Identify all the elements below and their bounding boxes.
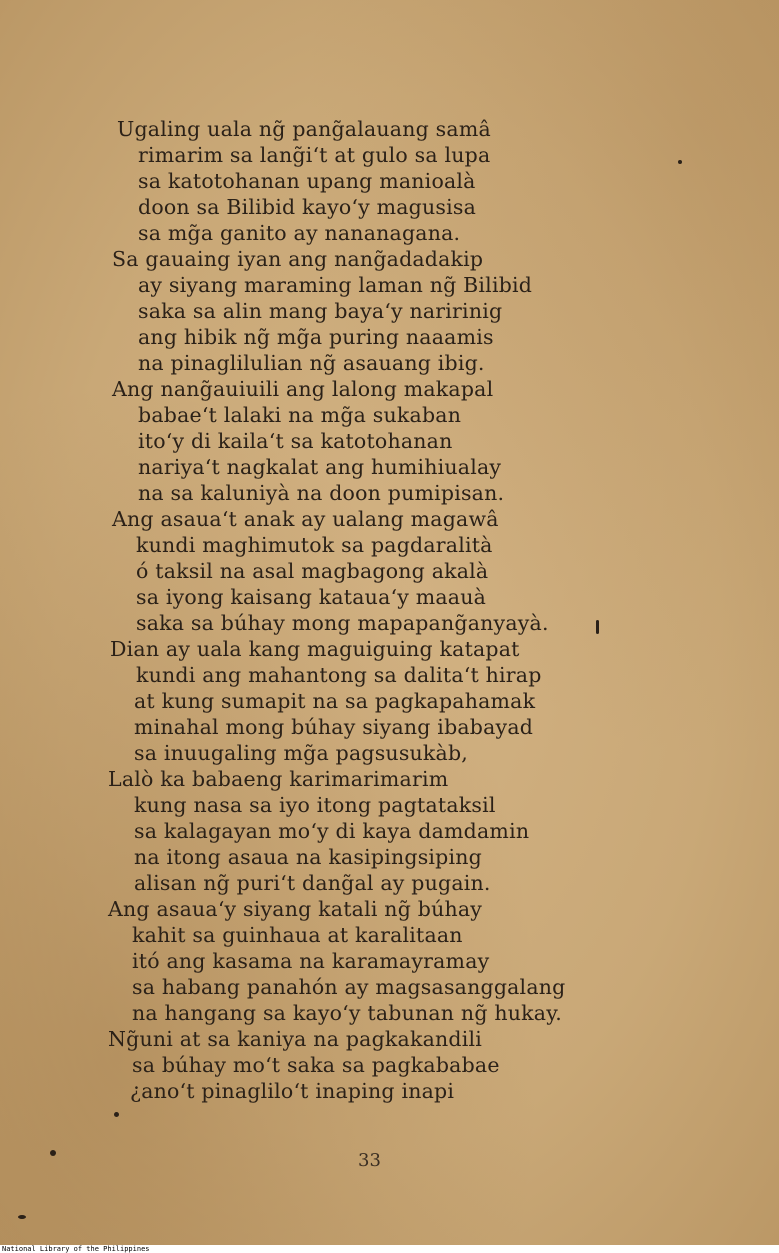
footer-bar xyxy=(0,1245,779,1253)
page-number: 33 xyxy=(358,1150,381,1171)
ink-speck xyxy=(596,620,599,634)
library-credit: National Library of the Philippines xyxy=(2,1245,150,1253)
ink-speck xyxy=(678,160,682,164)
poem-line: sa búhay mo‘t saka sa pagkababae xyxy=(132,1053,500,1077)
poem-line: itó ang kasama na karamayramay xyxy=(132,949,490,973)
poem-line: sa mg̃a ganito ay nananagana. xyxy=(138,221,461,245)
poem-line: ay siyang maraming laman ng̃ Bilibid xyxy=(138,273,533,297)
poem-line: ang hibik ng̃ mg̃a puring naaamis xyxy=(138,325,494,349)
poem-line: na itong asaua na kasipingsiping xyxy=(134,845,482,869)
poem-line: saka sa búhay mong mapapang̃anyayà. xyxy=(136,611,549,635)
poem-line: sa katotohanan upang manioalà xyxy=(138,169,476,193)
poem-line: minahal mong búhay siyang ibabayad xyxy=(134,715,534,739)
poem-line: sa kalagayan mo‘y di kaya damdamin xyxy=(134,819,530,843)
ink-speck xyxy=(114,1112,119,1117)
poem-line: Dian ay uala kang maguiguing katapat xyxy=(110,637,520,661)
poem-line: at kung sumapit na sa pagkapahamak xyxy=(134,689,536,713)
poem-line: alisan ng̃ puri‘t dang̃al ay pugain. xyxy=(134,871,491,895)
poem-line: doon sa Bilibid kayo‘y magusisa xyxy=(138,195,477,219)
poem-line: kundi ang mahantong sa dalita‘t hirap xyxy=(136,663,542,687)
poem-line: Ugaling uala ng̃ pang̃alauang samâ xyxy=(117,117,491,141)
ink-speck xyxy=(50,1150,56,1156)
poem-line: babae‘t lalaki na mg̃a sukaban xyxy=(138,403,462,427)
poem-line: na pinaglilulian ng̃ asauang ibig. xyxy=(138,351,485,375)
poem-line: sa habang panahón ay magsasanggalang xyxy=(132,975,566,999)
poem-line: Lalò ka babaeng karimarimarim xyxy=(108,767,449,791)
poem-line: na sa kaluniyà na doon pumipisan. xyxy=(138,481,505,505)
poem-line: Ng̃uni at sa kaniya na pagkakandili xyxy=(108,1027,482,1051)
poem-line: na hangang sa kayo‘y tabunan ng̃ hukay. xyxy=(132,1001,562,1025)
poem-line: kahit sa guinhaua at karalitaan xyxy=(132,923,463,947)
poem-line: ó taksil na asal magbagong akalà xyxy=(136,559,489,583)
poem-line: Ang asaua‘y siyang katali ng̃ búhay xyxy=(108,897,483,921)
poem-line: sa iyong kaisang kataua‘y maauà xyxy=(136,585,487,609)
poem-line: Ang asaua‘t anak ay ualang magawâ xyxy=(112,507,499,531)
poem-line: kung nasa sa iyo itong pagtataksil xyxy=(134,793,496,817)
poem-line: sa inuugaling mg̃a pagsusukàb, xyxy=(134,741,469,765)
poem-line: rimarim sa lang̃i‘t at gulo sa lupa xyxy=(138,143,491,167)
poem-line: kundi maghimutok sa pagdaralità xyxy=(136,533,493,557)
ink-speck xyxy=(18,1215,26,1219)
poem-line: Sa gauaing iyan ang nang̃adadakip xyxy=(112,247,484,271)
poem-line: nariya‘t nagkalat ang humihiualay xyxy=(138,455,502,479)
poem-line: Ang nang̃auiuili ang lalong makapal xyxy=(112,377,494,401)
poem-line: ¿ano‘t pinaglilo‘t inaping inapi xyxy=(130,1079,455,1103)
poem-line: ito‘y di kaila‘t sa katotohanan xyxy=(138,429,453,453)
poem-line: saka sa alin mang baya‘y naririnig xyxy=(138,299,503,323)
